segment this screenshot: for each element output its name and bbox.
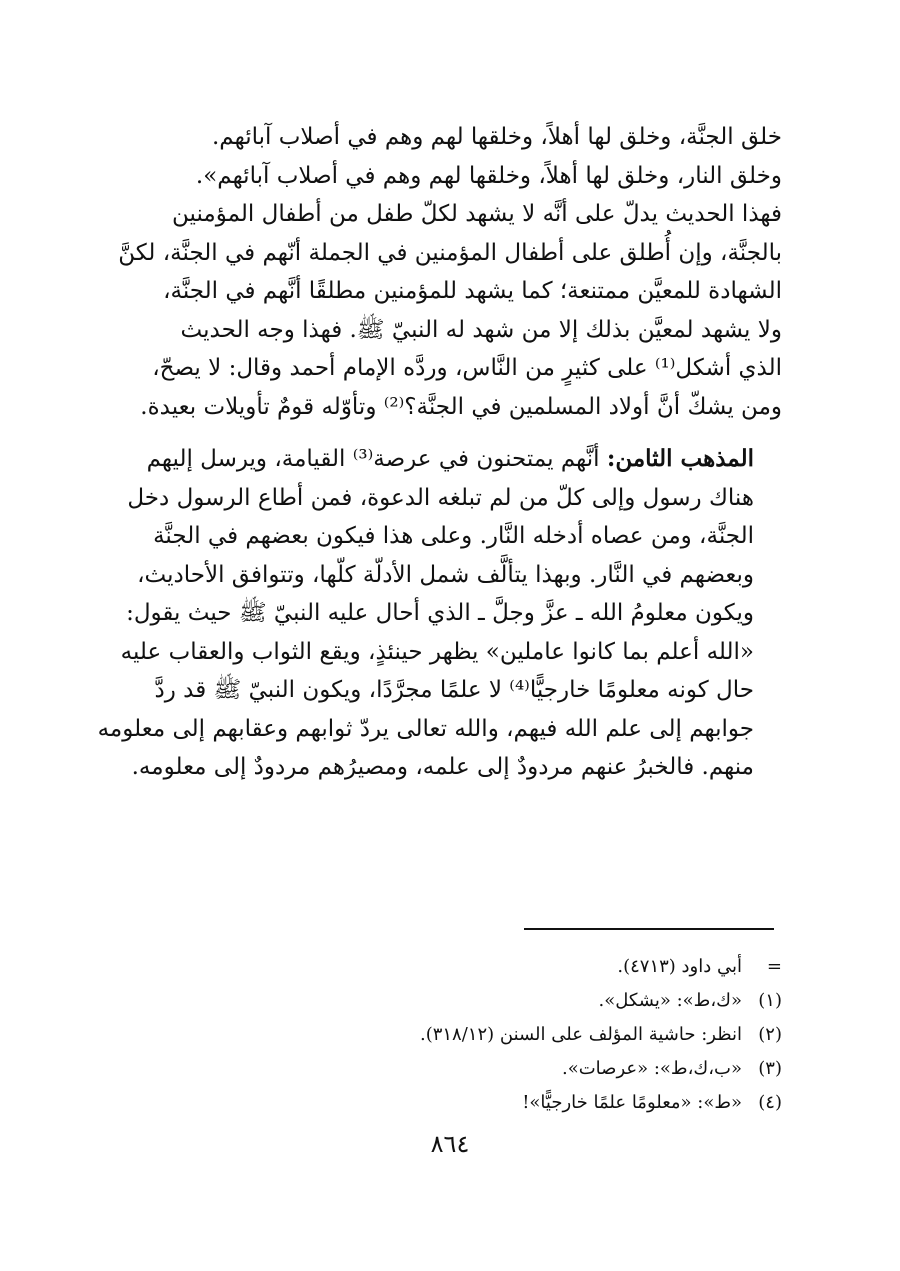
footnote-marker: (٤): [758, 1092, 782, 1113]
footnote-text: أبي داود (٤٧١٣).: [617, 956, 742, 977]
footnote-marker: (٣): [758, 1058, 782, 1079]
text-line: وخلق النار، وخلق لها أهلاً، وخلقها لهم وهم في أصلاب آبائهم».: [195, 162, 782, 189]
footnote-text: «ط»: «معلومًا علمًا خارجيًّا»!: [522, 1092, 742, 1113]
text-line: ويكون معلومُ الله ـ عزَّ وجلَّ ـ الذي أحال عليه النبيّ ﷺ حيث يقول:: [126, 600, 754, 626]
footnotes: [112, 950, 782, 1120]
footnote-separator: [524, 928, 774, 930]
text-line: هناك رسول وإلى كلّ من لم تبلغه الدعوة، فمن أطاع الرسول دخل: [127, 484, 754, 511]
text-line: ولا يشهد لمعيَّن بذلك إلا من شهد له النبيّ ﷺ. فهذا وجه الحديث: [180, 316, 782, 343]
text-line: جوابهم إلى علم الله فيهم، والله تعالى يردّ ثوابهم وعقابهم إلى معلومه: [97, 715, 754, 742]
footnote-text: «ك،ط»: «يشكل».: [598, 990, 742, 1011]
text-line: وبعضهم في النَّار. وبهذا يتألَّف شمل الأدلّة كلّها، وتتوافق الأحاديث،: [137, 561, 754, 588]
page-number: ٨٦٤: [430, 1130, 470, 1158]
section-heading: المذهب الثامن:: [606, 445, 754, 472]
footnote-text: انظر: حاشية المؤلف على السنن (٣١٨/١٢).: [419, 1024, 742, 1045]
footnote-item: [112, 1052, 782, 1086]
text-line: فهذا الحديث يدلّ على أنَّه لا يشهد لكلّ طفل من أطفال المؤمنين: [172, 201, 782, 227]
text-line: بالجنَّة، وإن أُطلق على أطفال المؤمنين في الجملة أنّهم في الجنَّة، لكنَّ: [118, 239, 782, 266]
main-text: [97, 118, 782, 787]
footnote-marker: (٢): [758, 1024, 782, 1045]
text-line: الذي أشكل⁽¹⁾ على كثيرٍ من النَّاس، وردَّه الإمام أحمد وقال: لا يصحّ،: [152, 355, 782, 381]
footnote-item: [112, 984, 782, 1018]
footnote-marker: (١): [758, 990, 782, 1011]
text-line: «الله أعلم بما كانوا عاملين» يظهر حينئذٍ، ويقع الثواب والعقاب عليه: [120, 638, 754, 665]
footnote-text: «ب،ك،ط»: «عرصات».: [562, 1058, 742, 1079]
text-line: خلق الجنَّة، وخلق لها أهلاً، وخلقها لهم وهم في أصلاب آبائهم.: [212, 124, 782, 150]
text-line: منهم. فالخبرُ عنهم مردودٌ إلى علمه، ومصيرُهم مردودٌ إلى معلومه.: [131, 754, 754, 780]
footnote-marker: =: [766, 956, 782, 977]
paragraph-1: [112, 118, 782, 426]
footnote-item: [112, 950, 782, 984]
text-line: الشهادة للمعيَّن ممتنعة؛ كما يشهد للمؤمنين مطلقًا أنَّهم في الجنَّة،: [163, 278, 782, 304]
heading-continuation: أنَّهم يمتحنون في عرصة⁽³⁾ القيامة، ويرسل إليهم: [146, 446, 607, 472]
text-line: ومن يشكّ أنَّ أولاد المسلمين في الجنَّة؟⁽²⁾ وتأوّله قومٌ تأويلات بعيدة.: [140, 393, 782, 420]
footnote-item: [112, 1018, 782, 1052]
text-line: [112, 440, 782, 479]
text-line: حال كونه معلومًا خارجيًّا⁽⁴⁾ لا علمًا مجرَّدًا، ويكون النبيّ ﷺ قد ردَّ: [154, 677, 754, 703]
text-line: الجنَّة، ومن عصاه أدخله النَّار. وعلى هذا فيكون بعضهم في الجنَّة: [153, 523, 754, 549]
paragraph-2: [97, 440, 782, 787]
footnote-item: [112, 1086, 782, 1120]
